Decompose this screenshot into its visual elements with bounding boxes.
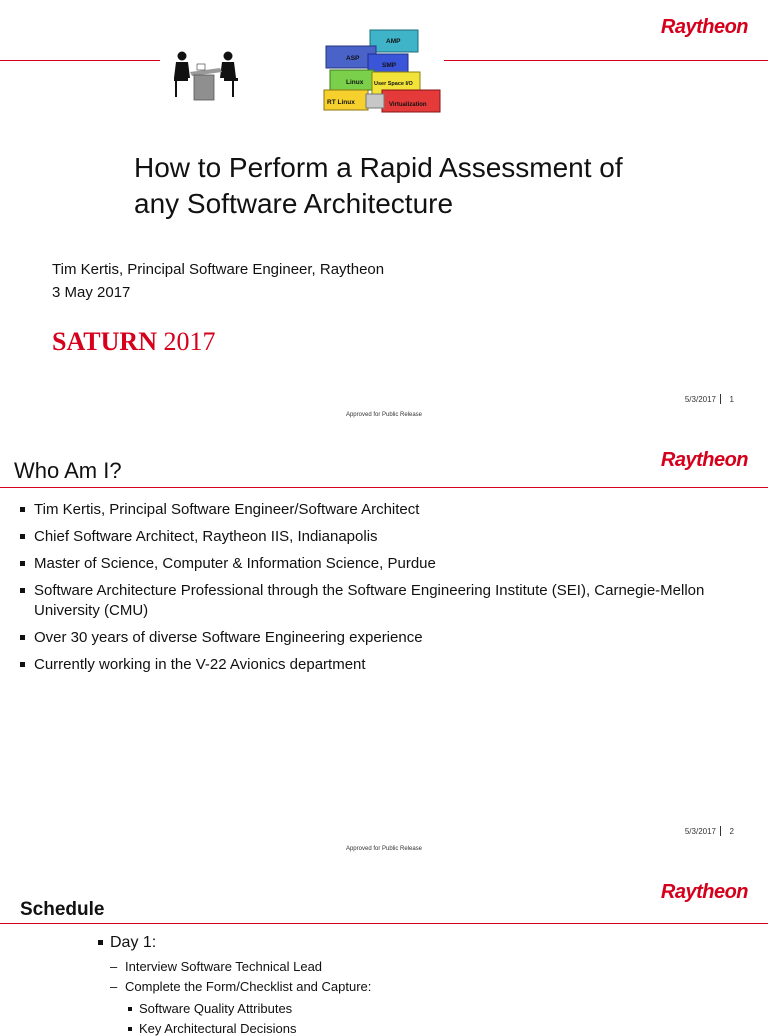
block-smp: SMP xyxy=(382,62,397,69)
event-title: SATURN xyxy=(52,327,157,356)
release-notice: Approved for Public Release xyxy=(345,412,423,418)
slide-1 xyxy=(0,0,768,432)
item-text: Complete the Form/Checklist and Capture: xyxy=(125,979,372,994)
meeting-people-icon xyxy=(170,50,242,102)
list-item: – Interview Software Technical Lead xyxy=(110,959,323,974)
raytheon-logo: Raytheon xyxy=(660,881,748,903)
list-item: Master of Science, Computer & Information Science, Purdue xyxy=(20,554,750,574)
presentation-date: 3 May 2017 xyxy=(52,284,131,301)
bio-bullet-list xyxy=(20,500,750,682)
raytheon-logo: Raytheon xyxy=(660,16,748,38)
footer-divider xyxy=(720,394,721,404)
schedule-day: Day 1: xyxy=(96,934,156,952)
slide-2 xyxy=(0,432,768,864)
title-line-1: How to Perform a Rapid Assessment of xyxy=(134,152,623,183)
block-asp: ASP xyxy=(346,55,360,62)
header-rule xyxy=(0,923,768,924)
list-item: Over 30 years of diverse Software Engineering experience xyxy=(20,628,750,648)
header-rule xyxy=(0,487,768,488)
architecture-blocks-icon xyxy=(322,28,442,114)
list-item: Software Architecture Professional through the Software Engineering Institute (SEI), Carnegie-Mellon University (CMU) xyxy=(20,581,750,621)
header-rule-right xyxy=(444,60,768,61)
release-notice: Approved for Public Release xyxy=(345,846,423,852)
block-rt-linux: RT Linux xyxy=(327,99,355,106)
sub-list-item: Software Quality Attributes xyxy=(126,1001,292,1016)
slide-1-title xyxy=(134,150,694,222)
list-item: Chief Software Architect, Raytheon IIS, Indianapolis xyxy=(20,527,750,547)
block-virtualization: Virtualization xyxy=(389,102,427,108)
title-line-2: any Software Architecture xyxy=(134,188,454,219)
footer-date: 5/3/2017 xyxy=(684,395,716,404)
footer-divider xyxy=(720,826,721,836)
page-number: 2 xyxy=(729,827,734,836)
block-linux: Linux xyxy=(346,79,364,86)
block-user-space-io: User Space I/O xyxy=(374,81,413,87)
footer-date: 5/3/2017 xyxy=(684,827,716,836)
list-item: Tim Kertis, Principal Software Engineer/Software Architect xyxy=(20,500,750,520)
slide-3-title: Schedule xyxy=(20,899,105,920)
sub-list-item: Key Architectural Decisions xyxy=(126,1021,297,1036)
page-number: 1 xyxy=(729,395,734,404)
slide-3 xyxy=(0,864,768,1036)
item-text: Interview Software Technical Lead xyxy=(125,959,323,974)
event-year: 2017 xyxy=(163,327,216,356)
list-item: Currently working in the V-22 Avionics department xyxy=(20,655,750,675)
slide-2-title: Who Am I? xyxy=(14,458,122,483)
header-rule-left xyxy=(0,60,160,61)
raytheon-logo: Raytheon xyxy=(660,449,748,471)
list-item: – Complete the Form/Checklist and Capture: xyxy=(110,979,372,994)
event-name xyxy=(52,327,215,357)
block-amp: AMP xyxy=(386,38,401,45)
author-line: Tim Kertis, Principal Software Engineer, Raytheon xyxy=(52,261,385,278)
